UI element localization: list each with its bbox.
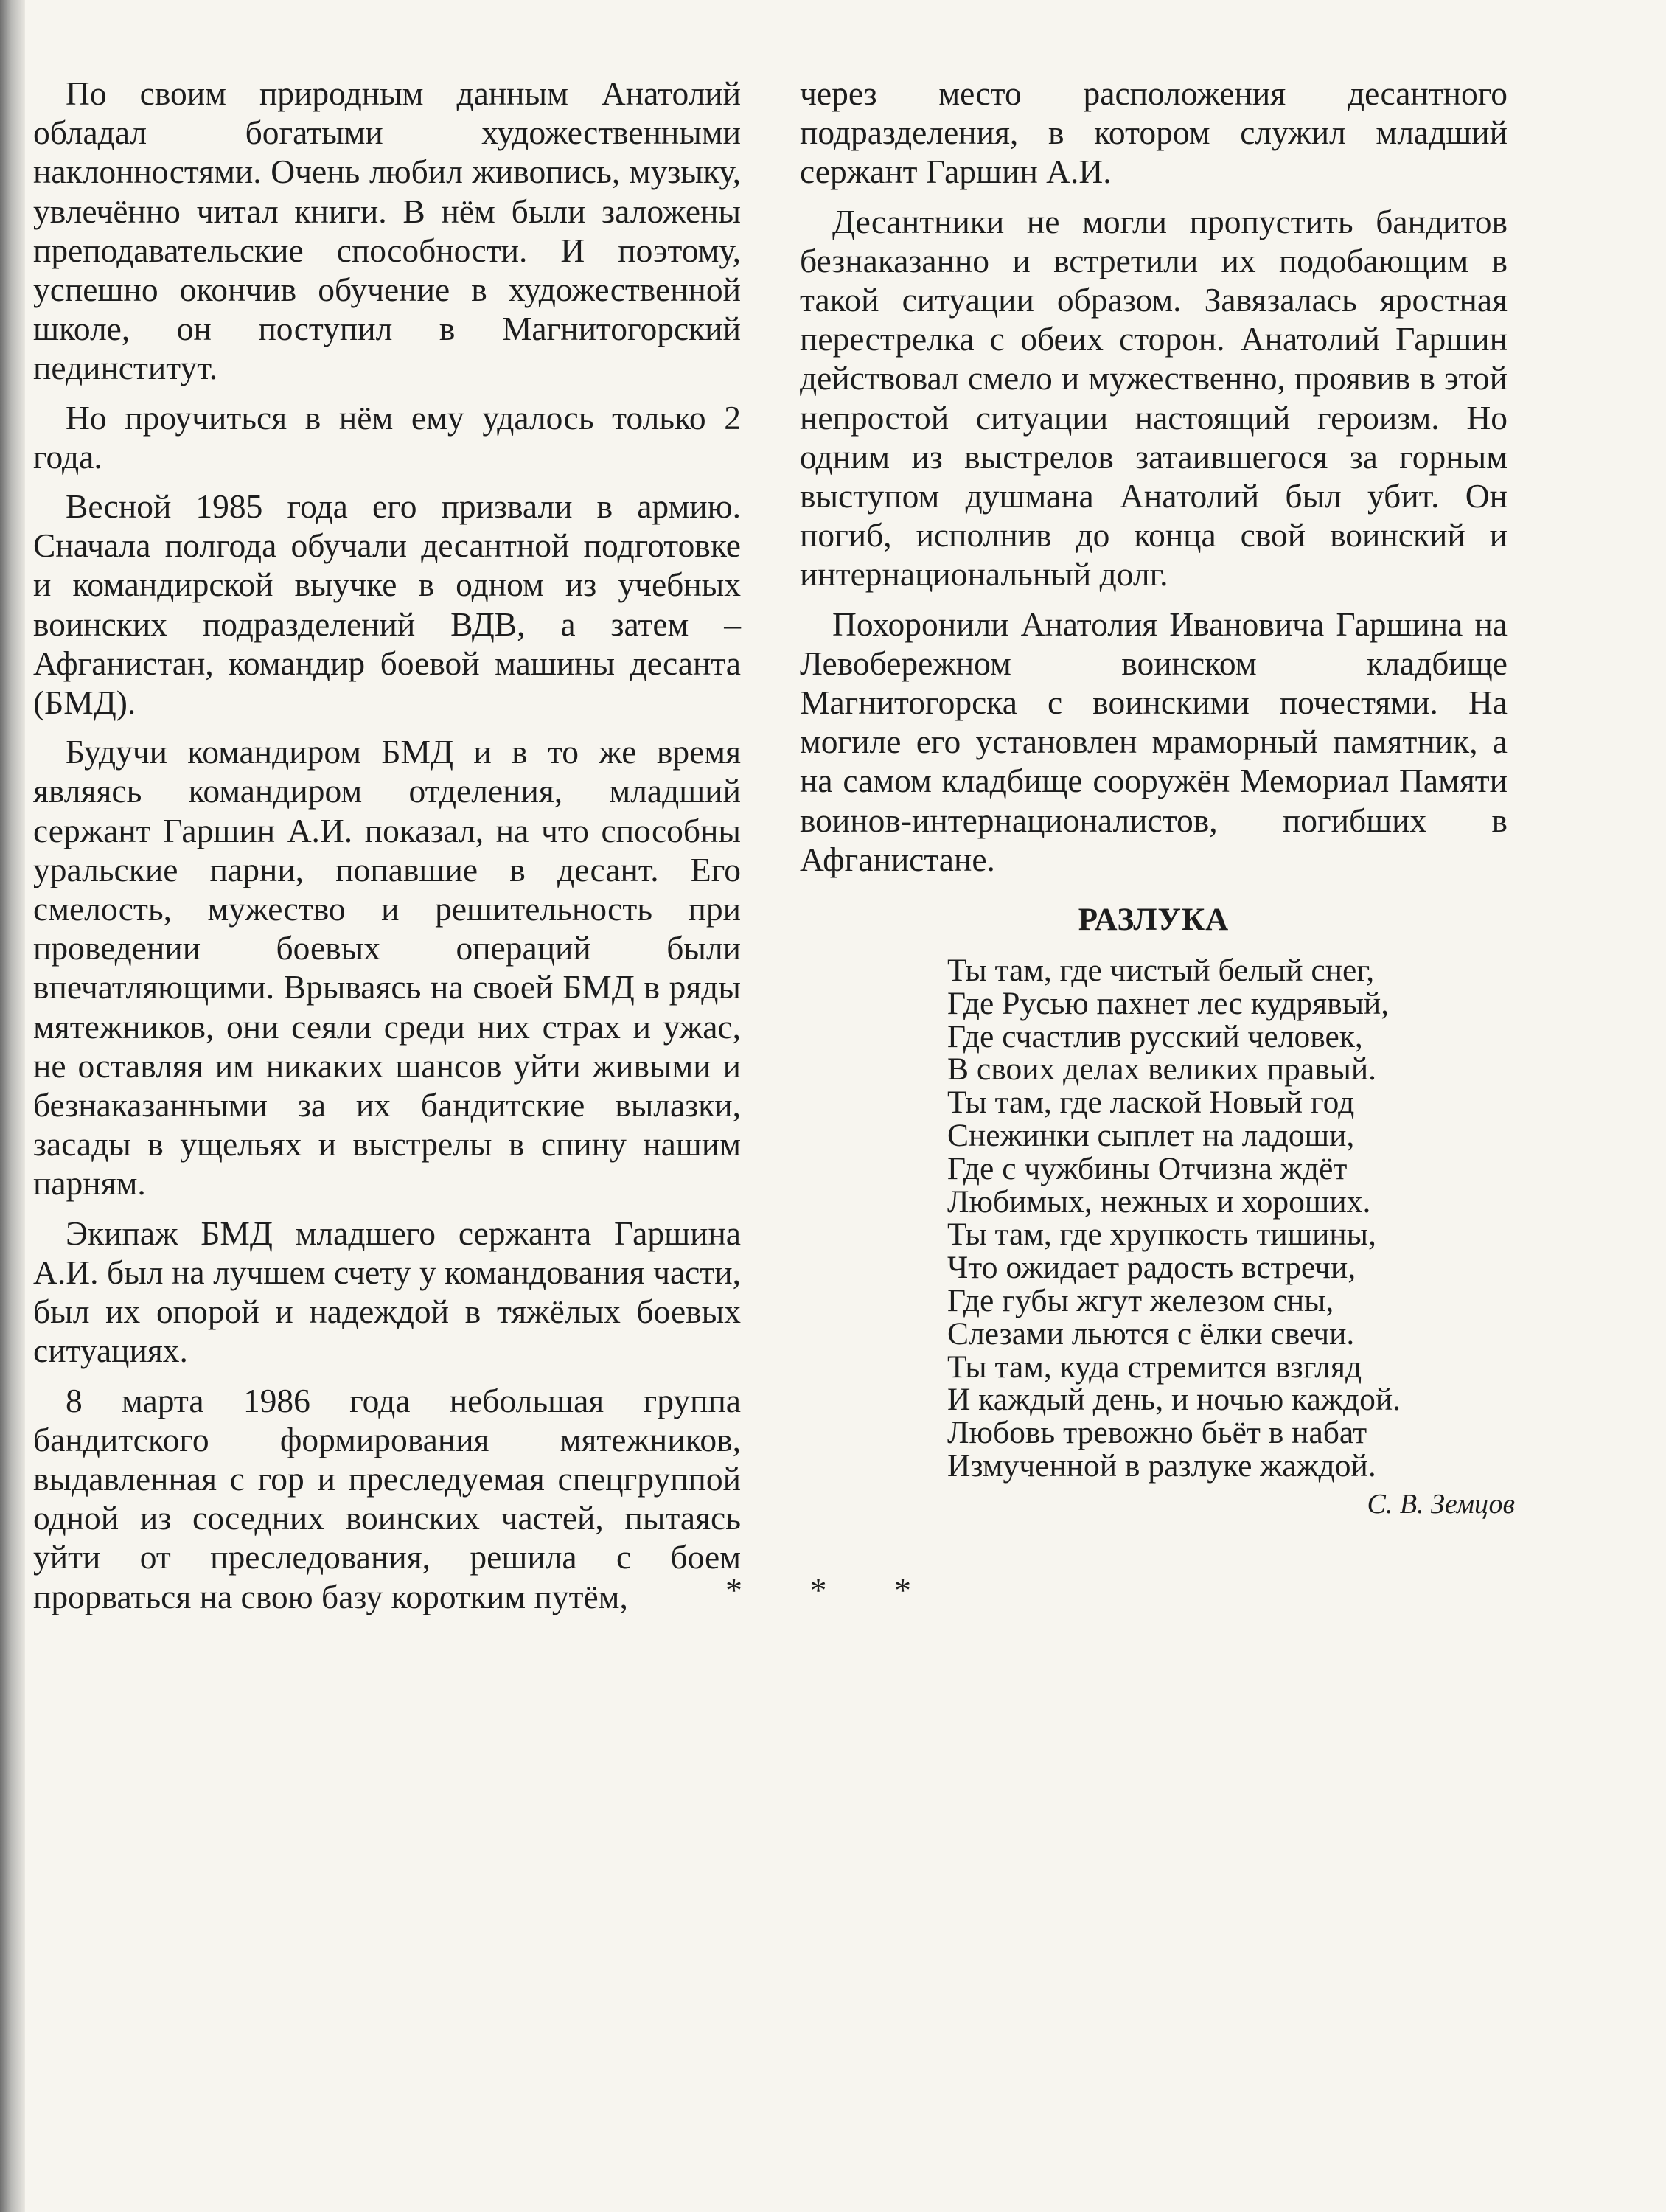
paragraph: Но проучиться в нём ему удалось только 2 года.	[33, 398, 741, 476]
poem-line: Любовь тревожно бьёт в набат	[947, 1415, 1367, 1451]
poem-line: Ты там, где хрупкость тишины,	[947, 1217, 1376, 1253]
poem-line: Ты там, где чистый белый снег,	[947, 953, 1375, 988]
poem-line: Любимых, нежных и хороших.	[947, 1183, 1371, 1220]
paragraph: через место расположения десантного подразделения, в котором служил младший сержант Гаршин А.И.	[800, 74, 1508, 191]
section-separator: * * *	[725, 1571, 941, 1609]
paragraph: Похоронили Анатолия Ивановича Гаршина на Левобережном воинском кладбище Магнитогорска с воинскими почестями. На могиле его установлен мраморный памятник, а на самом кладбище сооружён Мемориал Памяти воинов-интернационалистов, погибших в Афганистане.	[800, 605, 1508, 878]
poem-line: Где губы жгут железом сны,	[947, 1282, 1334, 1318]
right-column	[800, 74, 1508, 889]
poem-line: Где Русью пахнет лес кудрявый,	[947, 985, 1390, 1021]
poem-block	[800, 900, 1508, 1483]
left-column	[33, 74, 741, 1627]
paragraph: Будучи командиром БМД и в то же время являясь командиром отделения, младший сержант Гаршин А.И. показал, на что способны уральские парни, попавшие в десант. Его смелость, мужество и решительность при проведении боевых операций были впечатляющими. Врываясь на своей БМД в ряды мятежников, они сеяли среди них страх и ужас, не оставляя им никаких шансов уйти живыми и безнаказанными за их бандитские вылазки, засады в ущельях и выстрелы в спину нашим парням.	[33, 733, 741, 1203]
paragraph: Экипаж БМД младшего сержанта Гаршина А.И. был на лучшем счету у командования части, был их опорой и надеждой в тяжёлых боевых ситуациях.	[33, 1214, 741, 1370]
poem-title: РАЗЛУКА	[1078, 902, 1230, 937]
poem-body	[947, 954, 1508, 1483]
poem-line: Где с чужбины Отчизна ждёт	[947, 1150, 1348, 1186]
poem-line: Ты там, где лаской Новый год	[947, 1085, 1355, 1121]
paragraph: 8 марта 1986 года небольшая группа бандитского формирования мятежников, выдавленная с гор и преследуемая спецгруппой одной из соседних воинских частей, пытаясь уйти от преследования, решила с боем прорваться на свою базу коротким путём,	[33, 1381, 741, 1615]
paragraph: По своим природным данным Анатолий обладал богатыми художественными наклонностями. Очень любил живопись, музыку, увлечённо читал книги. В нём были заложены преподавательские способности. И поэтому, успешно окончив обучение в художественной школе, он поступил в Магнитогорский пединститут.	[33, 74, 741, 387]
poem-line: И каждый день, и ночью каждой.	[947, 1382, 1401, 1418]
poem-line: Слезами льются с ёлки свечи.	[947, 1315, 1355, 1352]
poem-line: Снежинки сыплет на ладоши,	[947, 1117, 1355, 1153]
binding-shadow	[0, 0, 25, 2212]
poem-author: С. В. Земцов	[1367, 1489, 1515, 1520]
poem-line: Где счастлив русский человек,	[947, 1018, 1363, 1054]
poem-line: Измученной в разлуке жаждой.	[947, 1447, 1376, 1484]
paragraph: Весной 1985 года его призвали в армию. Сначала полгода обучали десантной подготовке и командирской выучке в одном из учебных воинских подразделений ВДВ, а затем – Афганистан, командир боевой машины десанта (БМД).	[33, 487, 741, 722]
poem-line: Ты там, куда стремится взгляд	[947, 1349, 1362, 1385]
paragraph: Десантники не могли пропустить бандитов безнаказанно и встретили их подобающим в такой ситуации образом. Завязалась яростная перестрелка с обеих сторон. Анатолий Гаршин действовал смело и мужественно, проявив в этой непростой ситуации настоящий героизм. Но одним из выстрелов затаившегося за горным выступом душмана Анатолий был убит. Он погиб, исполнив до конца свой воинский и интернациональный долг.	[800, 202, 1508, 594]
poem-line: В своих делах великих правый.	[947, 1051, 1377, 1088]
poem-line: Что ожидает радость встречи,	[947, 1250, 1356, 1286]
